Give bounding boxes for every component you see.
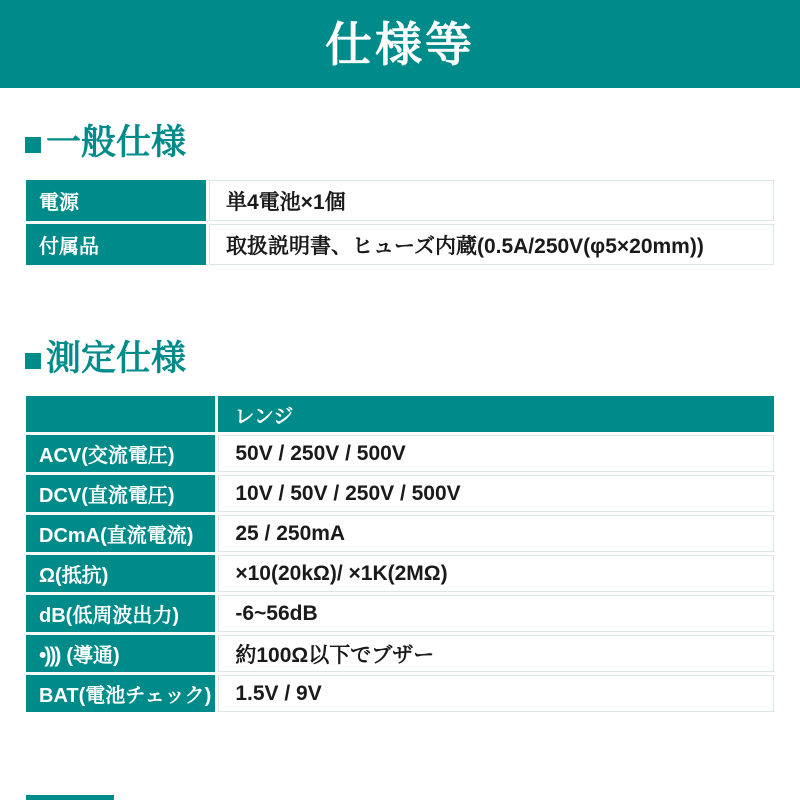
dcv-label: DCV(直流電圧) <box>26 475 215 512</box>
power-label: 電源 <box>26 180 206 221</box>
accessories-value: 取扱説明書、ヒューズ内蔵(0.5A/250V(φ5×20mm)) <box>209 224 774 265</box>
ohm-label: Ω(抵抗) <box>26 555 215 592</box>
next-table-peek <box>26 795 114 800</box>
continuity-label-text: (導通) <box>66 645 120 667</box>
continuity-value: 約100Ω以下でブザー <box>218 635 774 672</box>
general-spec-heading <box>23 122 777 164</box>
table-header-row <box>26 396 774 432</box>
page-title: 仕様等 <box>325 17 475 71</box>
bat-value: 1.5V / 9V <box>218 675 774 712</box>
square-bullet-icon: ■ <box>23 340 43 378</box>
db-label: dB(低周波出力) <box>26 595 215 632</box>
ohm-value: ×10(20kΩ)/ ×1K(2MΩ) <box>218 555 774 592</box>
continuity-label <box>26 635 215 672</box>
bat-label: BAT(電池チェック) <box>26 675 215 712</box>
general-spec-table <box>23 177 777 268</box>
table-row-power <box>26 180 774 221</box>
table-row-acv <box>26 435 774 472</box>
acv-label: ACV(交流電圧) <box>26 435 215 472</box>
dcv-value: 10V / 50V / 250V / 500V <box>218 475 774 512</box>
square-bullet-icon: ■ <box>23 124 43 162</box>
table-row-dcv <box>26 475 774 512</box>
accessories-label: 付属品 <box>26 224 206 265</box>
db-value: -6~56dB <box>218 595 774 632</box>
empty-header-cell <box>26 396 215 432</box>
measurement-spec-heading-label: 測定仕様 <box>45 339 186 378</box>
power-value: 単4電池×1個 <box>209 180 774 221</box>
dcma-value: 25 / 250mA <box>218 515 774 552</box>
table-row-continuity <box>26 635 774 672</box>
continuity-buzzer-icon: •))) <box>39 644 60 667</box>
table-row-accessories <box>26 224 774 265</box>
page-banner <box>0 0 800 88</box>
table-row-db <box>26 595 774 632</box>
acv-value: 50V / 250V / 500V <box>218 435 774 472</box>
table-row-ohm <box>26 555 774 592</box>
measurement-spec-heading <box>23 338 777 380</box>
general-spec-heading-label: 一般仕様 <box>45 123 186 162</box>
dcma-label: DCmA(直流電流) <box>26 515 215 552</box>
measurement-spec-table <box>23 393 777 715</box>
range-column-header: レンジ <box>218 396 774 432</box>
table-row-dcma <box>26 515 774 552</box>
page-content <box>0 122 800 715</box>
table-row-bat <box>26 675 774 712</box>
